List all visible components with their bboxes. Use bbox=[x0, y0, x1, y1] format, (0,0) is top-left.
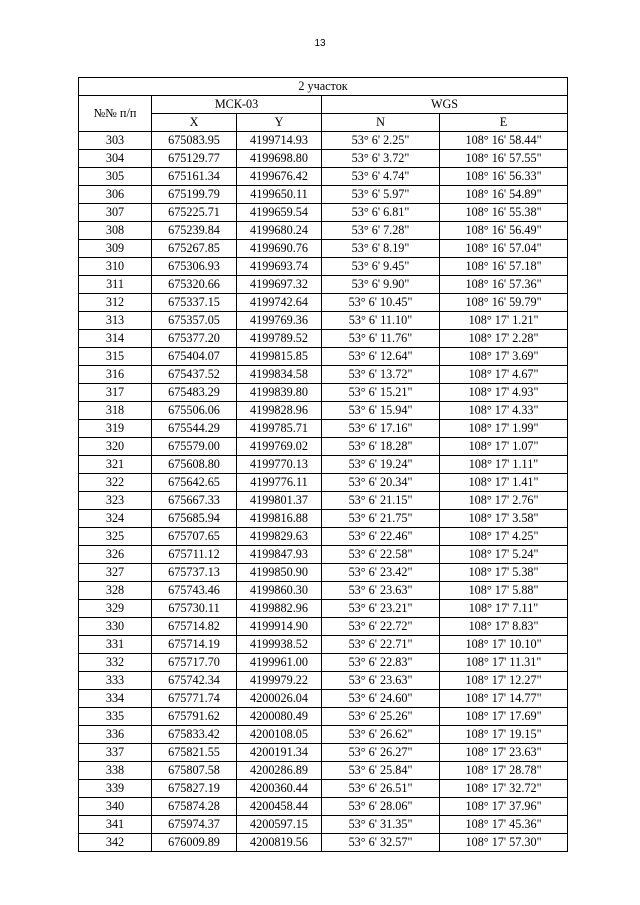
point-number-cell: 336 bbox=[79, 726, 152, 744]
x-cell: 676009.89 bbox=[152, 834, 237, 852]
x-cell: 675827.19 bbox=[152, 780, 237, 798]
point-number-cell: 318 bbox=[79, 402, 152, 420]
y-cell: 4199776.11 bbox=[237, 474, 322, 492]
n-cell: 53° 6' 25.26" bbox=[322, 708, 440, 726]
y-cell: 4200080.49 bbox=[237, 708, 322, 726]
point-number-cell: 342 bbox=[79, 834, 152, 852]
table-row bbox=[79, 654, 568, 672]
table-row bbox=[79, 348, 568, 366]
y-cell: 4200286.89 bbox=[237, 762, 322, 780]
point-number-cell: 325 bbox=[79, 528, 152, 546]
point-number-cell: 324 bbox=[79, 510, 152, 528]
e-cell: 108° 17' 28.78" bbox=[440, 762, 568, 780]
n-cell: 53° 6' 21.75" bbox=[322, 510, 440, 528]
e-cell: 108° 17' 19.15" bbox=[440, 726, 568, 744]
e-cell: 108° 17' 23.63" bbox=[440, 744, 568, 762]
x-cell: 675579.00 bbox=[152, 438, 237, 456]
n-cell: 53° 6' 24.60" bbox=[322, 690, 440, 708]
y-cell: 4199860.30 bbox=[237, 582, 322, 600]
x-cell: 675707.65 bbox=[152, 528, 237, 546]
point-number-cell: 304 bbox=[79, 150, 152, 168]
table-row bbox=[79, 420, 568, 438]
n-cell: 53° 6' 26.62" bbox=[322, 726, 440, 744]
e-cell: 108° 17' 57.30" bbox=[440, 834, 568, 852]
x-cell: 675083.95 bbox=[152, 132, 237, 150]
y-cell: 4199697.32 bbox=[237, 276, 322, 294]
point-number-cell: 309 bbox=[79, 240, 152, 258]
msk-group-header: МСК-03 bbox=[152, 96, 322, 114]
x-cell: 675306.93 bbox=[152, 258, 237, 276]
e-cell: 108° 17' 14.77" bbox=[440, 690, 568, 708]
n-cell: 53° 6' 23.21" bbox=[322, 600, 440, 618]
table-row bbox=[79, 564, 568, 582]
e-cell: 108° 17' 2.76" bbox=[440, 492, 568, 510]
table-row bbox=[79, 618, 568, 636]
table-row bbox=[79, 600, 568, 618]
e-cell: 108° 17' 4.67" bbox=[440, 366, 568, 384]
x-cell: 675821.55 bbox=[152, 744, 237, 762]
n-cell: 53° 6' 31.35" bbox=[322, 816, 440, 834]
x-cell: 675714.82 bbox=[152, 618, 237, 636]
y-cell: 4199769.36 bbox=[237, 312, 322, 330]
y-cell: 4199714.93 bbox=[237, 132, 322, 150]
y-cell: 4200458.44 bbox=[237, 798, 322, 816]
point-number-cell: 303 bbox=[79, 132, 152, 150]
table-row bbox=[79, 510, 568, 528]
table-row bbox=[79, 132, 568, 150]
table-row bbox=[79, 438, 568, 456]
x-cell: 675544.29 bbox=[152, 420, 237, 438]
n-cell: 53° 6' 7.28" bbox=[322, 222, 440, 240]
point-number-cell: 341 bbox=[79, 816, 152, 834]
n-cell: 53° 6' 25.84" bbox=[322, 762, 440, 780]
point-number-cell: 337 bbox=[79, 744, 152, 762]
n-cell: 53° 6' 26.51" bbox=[322, 780, 440, 798]
point-number-cell: 313 bbox=[79, 312, 152, 330]
n-cell: 53° 6' 22.71" bbox=[322, 636, 440, 654]
y-cell: 4199680.24 bbox=[237, 222, 322, 240]
point-number-cell: 307 bbox=[79, 204, 152, 222]
x-cell: 675267.85 bbox=[152, 240, 237, 258]
point-number-cell: 317 bbox=[79, 384, 152, 402]
table-row bbox=[79, 150, 568, 168]
e-cell: 108° 17' 11.31" bbox=[440, 654, 568, 672]
e-cell: 108° 16' 57.04" bbox=[440, 240, 568, 258]
y-cell: 4199693.74 bbox=[237, 258, 322, 276]
x-cell: 675404.07 bbox=[152, 348, 237, 366]
coordinates-table bbox=[78, 77, 568, 852]
n-cell: 53° 6' 5.97" bbox=[322, 186, 440, 204]
y-cell: 4200819.56 bbox=[237, 834, 322, 852]
n-cell: 53° 6' 20.34" bbox=[322, 474, 440, 492]
y-cell: 4199815.85 bbox=[237, 348, 322, 366]
n-cell: 53° 6' 21.15" bbox=[322, 492, 440, 510]
y-cell: 4199659.54 bbox=[237, 204, 322, 222]
n-cell: 53° 6' 17.16" bbox=[322, 420, 440, 438]
e-cell: 108° 17' 4.25" bbox=[440, 528, 568, 546]
y-cell: 4199834.58 bbox=[237, 366, 322, 384]
e-cell: 108° 17' 7.11" bbox=[440, 600, 568, 618]
n-cell: 53° 6' 11.10" bbox=[322, 312, 440, 330]
point-number-cell: 306 bbox=[79, 186, 152, 204]
table-row bbox=[79, 744, 568, 762]
table-body bbox=[79, 132, 568, 852]
x-cell: 675161.34 bbox=[152, 168, 237, 186]
x-cell: 675320.66 bbox=[152, 276, 237, 294]
e-cell: 108° 16' 57.18" bbox=[440, 258, 568, 276]
n-cell: 53° 6' 9.45" bbox=[322, 258, 440, 276]
x-cell: 675642.65 bbox=[152, 474, 237, 492]
x-cell: 675129.77 bbox=[152, 150, 237, 168]
e-cell: 108° 16' 57.55" bbox=[440, 150, 568, 168]
n-cell: 53° 6' 26.27" bbox=[322, 744, 440, 762]
n-cell: 53° 6' 4.74" bbox=[322, 168, 440, 186]
x-cell: 675667.33 bbox=[152, 492, 237, 510]
n-cell: 53° 6' 8.19" bbox=[322, 240, 440, 258]
x-cell: 675833.42 bbox=[152, 726, 237, 744]
n-cell: 53° 6' 23.63" bbox=[322, 672, 440, 690]
y-cell: 4199785.71 bbox=[237, 420, 322, 438]
e-cell: 108° 17' 3.69" bbox=[440, 348, 568, 366]
e-cell: 108° 17' 1.21" bbox=[440, 312, 568, 330]
e-cell: 108° 17' 4.93" bbox=[440, 384, 568, 402]
x-cell: 675737.13 bbox=[152, 564, 237, 582]
y-cell: 4200597.15 bbox=[237, 816, 322, 834]
y-cell: 4199829.63 bbox=[237, 528, 322, 546]
e-cell: 108° 17' 37.96" bbox=[440, 798, 568, 816]
table-row bbox=[79, 492, 568, 510]
page-number: 13 bbox=[314, 38, 326, 49]
e-cell: 108° 17' 1.41" bbox=[440, 474, 568, 492]
e-cell: 108° 17' 4.33" bbox=[440, 402, 568, 420]
x-cell: 675337.15 bbox=[152, 294, 237, 312]
table-row bbox=[79, 276, 568, 294]
n-cell: 53° 6' 15.94" bbox=[322, 402, 440, 420]
y-cell: 4199789.52 bbox=[237, 330, 322, 348]
x-cell: 675506.06 bbox=[152, 402, 237, 420]
x-cell: 675730.11 bbox=[152, 600, 237, 618]
e-cell: 108° 17' 5.38" bbox=[440, 564, 568, 582]
n-cell: 53° 6' 10.45" bbox=[322, 294, 440, 312]
table-row bbox=[79, 366, 568, 384]
e-cell: 108° 16' 56.49" bbox=[440, 222, 568, 240]
y-cell: 4199914.90 bbox=[237, 618, 322, 636]
n-cell: 53° 6' 11.76" bbox=[322, 330, 440, 348]
n-cell: 53° 6' 22.46" bbox=[322, 528, 440, 546]
x-cell: 675874.28 bbox=[152, 798, 237, 816]
y-cell: 4199839.80 bbox=[237, 384, 322, 402]
e-cell: 108° 17' 1.07" bbox=[440, 438, 568, 456]
x-cell: 675239.84 bbox=[152, 222, 237, 240]
table-row bbox=[79, 240, 568, 258]
point-number-cell: 334 bbox=[79, 690, 152, 708]
n-cell: 53° 6' 18.28" bbox=[322, 438, 440, 456]
table-row bbox=[79, 582, 568, 600]
point-number-cell: 326 bbox=[79, 546, 152, 564]
point-number-cell: 338 bbox=[79, 762, 152, 780]
e-column-header: E bbox=[440, 114, 568, 132]
n-cell: 53° 6' 23.42" bbox=[322, 564, 440, 582]
point-number-cell: 328 bbox=[79, 582, 152, 600]
table-row bbox=[79, 798, 568, 816]
table-row bbox=[79, 762, 568, 780]
table-row bbox=[79, 168, 568, 186]
table-row bbox=[79, 546, 568, 564]
n-cell: 53° 6' 19.24" bbox=[322, 456, 440, 474]
point-number-cell: 329 bbox=[79, 600, 152, 618]
n-cell: 53° 6' 3.72" bbox=[322, 150, 440, 168]
n-cell: 53° 6' 9.90" bbox=[322, 276, 440, 294]
x-cell: 675714.19 bbox=[152, 636, 237, 654]
x-cell: 675711.12 bbox=[152, 546, 237, 564]
y-cell: 4199882.96 bbox=[237, 600, 322, 618]
n-cell: 53° 6' 22.83" bbox=[322, 654, 440, 672]
table-header bbox=[79, 78, 568, 132]
x-cell: 675225.71 bbox=[152, 204, 237, 222]
point-number-cell: 331 bbox=[79, 636, 152, 654]
e-cell: 108° 17' 10.10" bbox=[440, 636, 568, 654]
y-cell: 4200108.05 bbox=[237, 726, 322, 744]
x-cell: 675437.52 bbox=[152, 366, 237, 384]
point-number-cell: 319 bbox=[79, 420, 152, 438]
table-row bbox=[79, 384, 568, 402]
e-cell: 108° 17' 2.28" bbox=[440, 330, 568, 348]
n-cell: 53° 6' 22.58" bbox=[322, 546, 440, 564]
table-row bbox=[79, 402, 568, 420]
y-cell: 4199979.22 bbox=[237, 672, 322, 690]
e-cell: 108° 16' 59.79" bbox=[440, 294, 568, 312]
table-row bbox=[79, 726, 568, 744]
x-cell: 675771.74 bbox=[152, 690, 237, 708]
table-row bbox=[79, 186, 568, 204]
point-number-cell: 321 bbox=[79, 456, 152, 474]
x-column-header: X bbox=[152, 114, 237, 132]
x-cell: 675608.80 bbox=[152, 456, 237, 474]
point-number-cell: 310 bbox=[79, 258, 152, 276]
y-cell: 4200360.44 bbox=[237, 780, 322, 798]
y-cell: 4199769.02 bbox=[237, 438, 322, 456]
x-cell: 675743.46 bbox=[152, 582, 237, 600]
y-cell: 4199961.00 bbox=[237, 654, 322, 672]
y-cell: 4199801.37 bbox=[237, 492, 322, 510]
table-row bbox=[79, 834, 568, 852]
point-number-cell: 315 bbox=[79, 348, 152, 366]
x-cell: 675483.29 bbox=[152, 384, 237, 402]
e-cell: 108° 17' 5.88" bbox=[440, 582, 568, 600]
x-cell: 675717.70 bbox=[152, 654, 237, 672]
e-cell: 108° 16' 58.44" bbox=[440, 132, 568, 150]
e-cell: 108° 16' 56.33" bbox=[440, 168, 568, 186]
point-number-cell: 305 bbox=[79, 168, 152, 186]
point-number-cell: 327 bbox=[79, 564, 152, 582]
y-column-header: Y bbox=[237, 114, 322, 132]
table-row bbox=[79, 312, 568, 330]
e-cell: 108° 16' 57.36" bbox=[440, 276, 568, 294]
section-title: 2 участок bbox=[79, 78, 568, 96]
e-cell: 108° 17' 1.99" bbox=[440, 420, 568, 438]
e-cell: 108° 17' 32.72" bbox=[440, 780, 568, 798]
table-row bbox=[79, 816, 568, 834]
point-number-cell: 332 bbox=[79, 654, 152, 672]
point-number-cell: 314 bbox=[79, 330, 152, 348]
x-cell: 675791.62 bbox=[152, 708, 237, 726]
e-cell: 108° 17' 12.27" bbox=[440, 672, 568, 690]
table-row bbox=[79, 690, 568, 708]
x-cell: 675199.79 bbox=[152, 186, 237, 204]
e-cell: 108° 17' 1.11" bbox=[440, 456, 568, 474]
n-cell: 53° 6' 23.63" bbox=[322, 582, 440, 600]
point-number-cell: 308 bbox=[79, 222, 152, 240]
point-number-cell: 312 bbox=[79, 294, 152, 312]
point-number-cell: 340 bbox=[79, 798, 152, 816]
point-number-cell: 323 bbox=[79, 492, 152, 510]
table-row bbox=[79, 330, 568, 348]
e-cell: 108° 16' 55.38" bbox=[440, 204, 568, 222]
n-cell: 53° 6' 13.72" bbox=[322, 366, 440, 384]
x-cell: 675974.37 bbox=[152, 816, 237, 834]
table-row bbox=[79, 204, 568, 222]
y-cell: 4199690.76 bbox=[237, 240, 322, 258]
table-row bbox=[79, 258, 568, 276]
point-number-cell: 335 bbox=[79, 708, 152, 726]
y-cell: 4199847.93 bbox=[237, 546, 322, 564]
e-cell: 108° 17' 17.69" bbox=[440, 708, 568, 726]
y-cell: 4199938.52 bbox=[237, 636, 322, 654]
e-cell: 108° 17' 8.83" bbox=[440, 618, 568, 636]
e-cell: 108° 17' 45.36" bbox=[440, 816, 568, 834]
n-cell: 53° 6' 22.72" bbox=[322, 618, 440, 636]
y-cell: 4199770.13 bbox=[237, 456, 322, 474]
x-cell: 675357.05 bbox=[152, 312, 237, 330]
x-cell: 675742.34 bbox=[152, 672, 237, 690]
wgs-group-header: WGS bbox=[322, 96, 568, 114]
y-cell: 4199676.42 bbox=[237, 168, 322, 186]
x-cell: 675807.58 bbox=[152, 762, 237, 780]
n-cell: 53° 6' 2.25" bbox=[322, 132, 440, 150]
y-cell: 4199698.80 bbox=[237, 150, 322, 168]
table-row bbox=[79, 636, 568, 654]
n-column-header: N bbox=[322, 114, 440, 132]
point-number-cell: 320 bbox=[79, 438, 152, 456]
table-row bbox=[79, 456, 568, 474]
point-number-cell: 330 bbox=[79, 618, 152, 636]
table-row bbox=[79, 780, 568, 798]
table-row bbox=[79, 708, 568, 726]
e-cell: 108° 16' 54.89" bbox=[440, 186, 568, 204]
table-row bbox=[79, 294, 568, 312]
y-cell: 4199828.96 bbox=[237, 402, 322, 420]
x-cell: 675685.94 bbox=[152, 510, 237, 528]
point-number-cell: 339 bbox=[79, 780, 152, 798]
y-cell: 4199650.11 bbox=[237, 186, 322, 204]
e-cell: 108° 17' 5.24" bbox=[440, 546, 568, 564]
point-number-cell: 311 bbox=[79, 276, 152, 294]
table-row bbox=[79, 672, 568, 690]
n-cell: 53° 6' 12.64" bbox=[322, 348, 440, 366]
n-cell: 53° 6' 15.21" bbox=[322, 384, 440, 402]
y-cell: 4199742.64 bbox=[237, 294, 322, 312]
y-cell: 4199850.90 bbox=[237, 564, 322, 582]
point-number-cell: 322 bbox=[79, 474, 152, 492]
point-number-cell: 333 bbox=[79, 672, 152, 690]
point-number-cell: 316 bbox=[79, 366, 152, 384]
e-cell: 108° 17' 3.58" bbox=[440, 510, 568, 528]
n-cell: 53° 6' 32.57" bbox=[322, 834, 440, 852]
x-cell: 675377.20 bbox=[152, 330, 237, 348]
table-row bbox=[79, 222, 568, 240]
number-column-header: №№ п/п bbox=[79, 96, 152, 132]
n-cell: 53° 6' 6.81" bbox=[322, 204, 440, 222]
y-cell: 4200026.04 bbox=[237, 690, 322, 708]
y-cell: 4199816.88 bbox=[237, 510, 322, 528]
n-cell: 53° 6' 28.06" bbox=[322, 798, 440, 816]
table-row bbox=[79, 528, 568, 546]
table-row bbox=[79, 474, 568, 492]
y-cell: 4200191.34 bbox=[237, 744, 322, 762]
